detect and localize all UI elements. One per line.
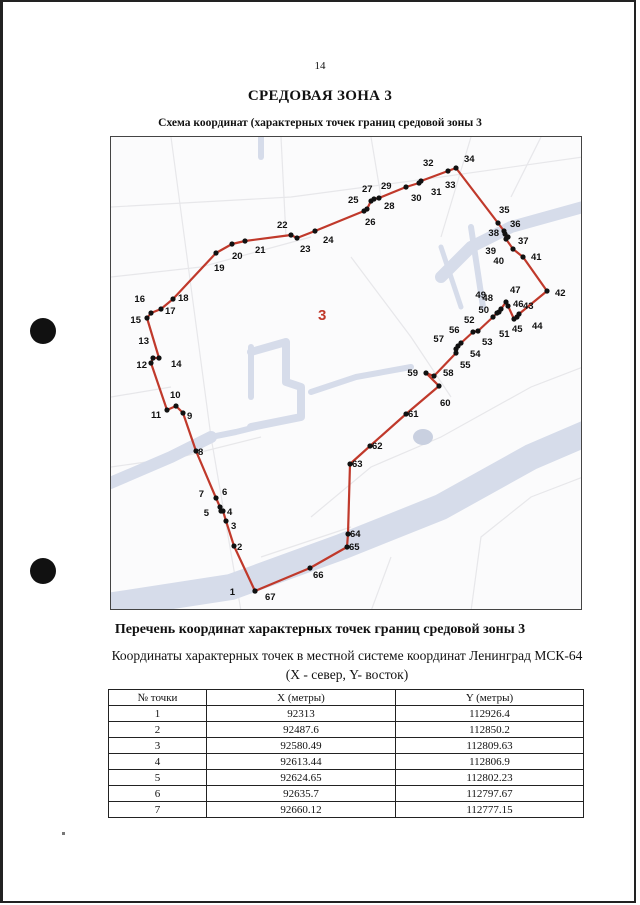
point-label: 13 <box>138 336 149 347</box>
point-label: 11 <box>150 410 161 421</box>
point-label: 20 <box>232 251 243 262</box>
boundary-point <box>144 315 149 320</box>
cell-x: 92487.6 <box>207 722 396 738</box>
boundary-point <box>252 588 257 593</box>
point-label: 56 <box>449 325 460 336</box>
boundary-point <box>158 306 163 311</box>
table-row <box>109 786 584 802</box>
point-label: 10 <box>170 390 181 401</box>
binder-hole-bottom <box>30 558 56 584</box>
point-label: 33 <box>445 180 456 191</box>
boundary-point <box>436 383 441 388</box>
boundary-point <box>173 403 178 408</box>
point-label: 53 <box>482 337 493 348</box>
binder-hole-top <box>30 318 56 344</box>
boundary-point <box>544 288 549 293</box>
scan-mark <box>62 832 65 835</box>
table-header-row <box>109 690 584 706</box>
boundary-point <box>170 296 175 301</box>
boundary-point <box>494 310 499 315</box>
boundary-point <box>213 495 218 500</box>
cell-point: 6 <box>109 786 207 802</box>
table-row <box>109 802 584 818</box>
point-label: 7 <box>198 489 204 500</box>
cell-x: 92313 <box>207 706 396 722</box>
cell-point: 1 <box>109 706 207 722</box>
point-label: 19 <box>214 263 225 274</box>
point-label: 35 <box>499 205 510 216</box>
point-label: 21 <box>255 245 266 256</box>
boundary-point <box>376 195 381 200</box>
boundary-point <box>503 299 508 304</box>
boundary-point <box>164 407 169 412</box>
boundary-point <box>156 355 161 360</box>
coordinate-system-description: Координаты характерных точек в местной системе координат Ленинград МСК-64 (X - север, Y- восток) <box>111 648 583 682</box>
point-label: 55 <box>460 360 471 371</box>
point-label: 15 <box>130 315 141 326</box>
cell-point: 7 <box>109 802 207 818</box>
point-label: 16 <box>134 294 145 305</box>
boundary-point <box>288 232 293 237</box>
cell-y: 112926.4 <box>396 706 584 722</box>
point-label: 64 <box>350 529 361 540</box>
point-label: 3 <box>231 521 237 532</box>
point-label: 37 <box>518 236 529 247</box>
header-x: X (метры) <box>207 690 396 706</box>
point-label: 65 <box>349 542 360 553</box>
zone-map-svg <box>111 137 582 610</box>
table-row <box>109 754 584 770</box>
boundary-point <box>213 250 218 255</box>
table-row <box>109 738 584 754</box>
boundary-point <box>511 316 516 321</box>
point-label: 62 <box>372 441 383 452</box>
point-label: 22 <box>277 220 288 231</box>
point-label: 8 <box>198 447 204 458</box>
boundary-point <box>403 184 408 189</box>
cell-y: 112850.2 <box>396 722 584 738</box>
boundary-point <box>307 565 312 570</box>
point-label: 24 <box>323 235 334 246</box>
boundary-point <box>495 220 500 225</box>
point-label: 51 <box>499 329 510 340</box>
point-label: 45 <box>512 324 523 335</box>
cell-x: 92580.49 <box>207 738 396 754</box>
page-title: СРЕДОВАЯ ЗОНА 3 <box>247 88 393 104</box>
point-label: 29 <box>381 181 392 192</box>
point-label: 59 <box>407 368 418 379</box>
point-label: 34 <box>464 154 475 165</box>
zone-number-label: 3 <box>318 307 327 324</box>
point-label: 57 <box>433 334 444 345</box>
boundary-point <box>148 360 153 365</box>
boundary-point <box>455 343 460 348</box>
boundary-point <box>217 504 222 509</box>
point-label: 54 <box>470 349 481 360</box>
boundary-point <box>423 370 428 375</box>
scheme-caption: Схема координат (характерных точек границ средовой зоны 3 <box>158 117 482 129</box>
cell-y: 112802.23 <box>396 770 584 786</box>
point-label: 50 <box>478 305 489 316</box>
point-label: 14 <box>171 359 182 370</box>
cell-point: 2 <box>109 722 207 738</box>
boundary-point <box>371 196 376 201</box>
boundary-point <box>294 235 299 240</box>
coordinates-list-title: Перечень координат характерных точек границ средовой зоны 3 <box>114 622 526 637</box>
point-label: 2 <box>237 542 243 553</box>
point-label: 28 <box>384 201 395 212</box>
point-label: 36 <box>510 219 521 230</box>
point-label: 44 <box>532 321 543 332</box>
point-label: 38 <box>488 228 499 239</box>
point-label: 26 <box>365 217 376 228</box>
cell-point: 5 <box>109 770 207 786</box>
cell-y: 112797.67 <box>396 786 584 802</box>
point-label: 40 <box>493 256 504 267</box>
point-label: 66 <box>313 570 324 581</box>
cell-point: 3 <box>109 738 207 754</box>
map-background <box>111 137 582 610</box>
point-label: 43 <box>523 301 534 312</box>
cell-y: 112809.63 <box>396 738 584 754</box>
point-label: 4 <box>227 507 233 518</box>
header-y: Y (метры) <box>396 690 584 706</box>
point-label: 25 <box>348 195 359 206</box>
boundary-point <box>242 238 247 243</box>
point-label: 6 <box>222 487 228 498</box>
boundary-point <box>453 165 458 170</box>
boundary-point <box>503 236 508 241</box>
point-label: 41 <box>531 252 542 263</box>
cell-y: 112777.15 <box>396 802 584 818</box>
boundary-point <box>520 254 525 259</box>
boundary-point <box>445 168 450 173</box>
boundary-point <box>502 231 507 236</box>
table-row <box>109 722 584 738</box>
cell-x: 92660.12 <box>207 802 396 818</box>
point-label: 17 <box>165 306 176 317</box>
point-label: 42 <box>555 288 566 299</box>
point-label: 63 <box>352 459 363 470</box>
cell-x: 92613.44 <box>207 754 396 770</box>
point-label: 5 <box>203 508 209 519</box>
boundary-point <box>231 543 236 548</box>
boundary-point <box>470 329 475 334</box>
point-label: 30 <box>411 193 422 204</box>
cell-point: 4 <box>109 754 207 770</box>
table-row <box>109 706 584 722</box>
coordinates-table <box>108 689 584 818</box>
cell-x: 92624.65 <box>207 770 396 786</box>
boundary-point <box>180 410 185 415</box>
page-number: 14 <box>314 60 326 72</box>
boundary-point <box>453 350 458 355</box>
boundary-point <box>510 246 515 251</box>
point-label: 23 <box>300 244 311 255</box>
point-label: 48 <box>482 293 493 304</box>
boundary-point <box>148 310 153 315</box>
zone-map <box>110 136 582 610</box>
boundary-point <box>431 373 436 378</box>
point-label: 60 <box>440 398 451 409</box>
point-label: 39 <box>485 246 496 257</box>
point-label: 52 <box>464 315 475 326</box>
pond <box>413 429 433 445</box>
header-point-number: № точки <box>109 690 207 706</box>
boundary-point <box>475 328 480 333</box>
cell-y: 112806.9 <box>396 754 584 770</box>
point-label: 32 <box>423 158 434 169</box>
point-label: 9 <box>187 411 193 422</box>
boundary-point <box>364 206 369 211</box>
cell-x: 92635.7 <box>207 786 396 802</box>
point-label: 49 <box>475 290 486 301</box>
point-label: 67 <box>265 592 276 603</box>
point-label: 31 <box>431 187 442 198</box>
point-label: 18 <box>178 293 189 304</box>
boundary-point <box>312 228 317 233</box>
point-label: 46 <box>513 299 524 310</box>
point-label: 47 <box>510 285 521 296</box>
boundary-point <box>223 518 228 523</box>
boundary-point <box>229 241 234 246</box>
point-label: 12 <box>136 360 147 371</box>
water-bodies <box>111 137 582 607</box>
point-label: 61 <box>408 409 419 420</box>
table-row <box>109 770 584 786</box>
boundary-point <box>418 178 423 183</box>
boundary-point <box>490 314 495 319</box>
boundary-point <box>150 355 155 360</box>
point-label: 1 <box>229 587 235 598</box>
point-label: 27 <box>362 184 373 195</box>
point-label: 58 <box>443 368 454 379</box>
